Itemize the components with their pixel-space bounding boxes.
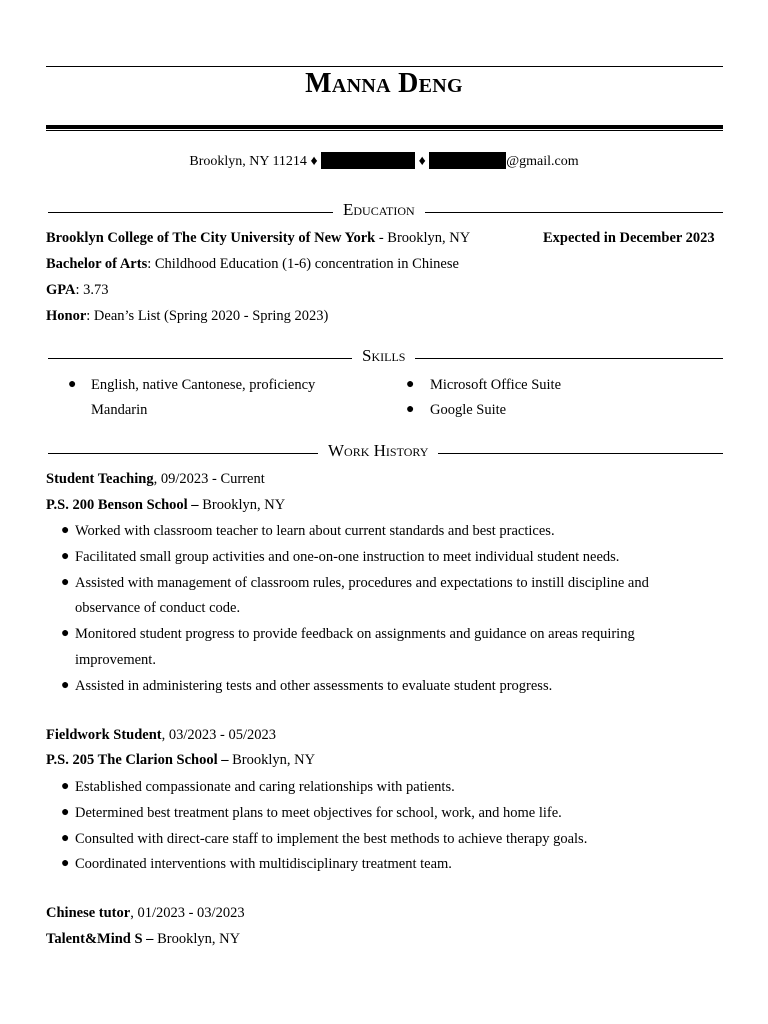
- education-school-line: [46, 230, 470, 247]
- job2-bullet-1: Established compassionate and caring relationships with patients.: [75, 779, 455, 795]
- job1-bullet-5: Assisted in administering tests and other assessments to evaluate student progress.: [75, 678, 553, 694]
- education-expected: Expected in December 2023: [543, 230, 715, 246]
- top-rule: [46, 66, 723, 67]
- job3-dates: , 01/2023 - 03/2023: [130, 905, 245, 921]
- skill-languages: English, native Cantonese, proficiency: [91, 377, 316, 393]
- job2-bullet-3: Consulted with direct-care staff to implement the best methods to achieve therapy goals.: [75, 831, 588, 847]
- bullet-icon: ●: [61, 549, 70, 564]
- gpa-label: GPA: [46, 282, 76, 298]
- bullet-icon: ●: [61, 779, 70, 794]
- section-title-skills: Skills: [352, 346, 415, 366]
- diamond-separator: ♦: [418, 154, 426, 169]
- education-honor: [46, 308, 328, 325]
- job2-employer-line: [46, 752, 315, 769]
- skill-office: Microsoft Office Suite: [430, 377, 562, 393]
- job2-bullet-4: Coordinated interventions with multidisciplinary treatment team.: [75, 856, 452, 872]
- job2-dates: , 03/2023 - 05/2023: [161, 727, 277, 743]
- job1-dates: , 09/2023 - Current: [153, 471, 265, 487]
- job1-location: Brooklyn, NY: [198, 497, 286, 513]
- email-suffix: @gmail.com: [506, 154, 579, 169]
- job1-role: Student Teaching: [46, 471, 154, 487]
- job1-bullet-3: Assisted with management of classroom rules, procedures and expectations to instill discipline and: [75, 575, 649, 591]
- education-degree: [46, 256, 459, 273]
- diamond-separator: ♦: [310, 154, 318, 169]
- job1-role-line: [46, 471, 265, 488]
- job3-location: Brooklyn, NY: [153, 931, 241, 947]
- job1-bullet-4-cont: improvement.: [75, 652, 156, 668]
- gpa-value: : 3.73: [75, 282, 109, 298]
- bullet-icon: ●: [61, 678, 70, 693]
- redacted-phone: [321, 152, 415, 169]
- job3-role: Chinese tutor: [46, 905, 131, 921]
- degree-value: : Childhood Education (1-6) concentration in Chinese: [147, 256, 459, 272]
- job1-employer: P.S. 200 Benson School –: [46, 497, 199, 513]
- contact-line: [0, 152, 768, 170]
- contact-city: Brooklyn, NY 11214: [189, 154, 307, 169]
- skill-google: Google Suite: [430, 402, 507, 418]
- degree-label: Bachelor of Arts: [46, 256, 148, 272]
- bullet-icon: ●: [61, 831, 70, 846]
- job3-role-line: [46, 905, 245, 922]
- bullet-icon: ●: [61, 523, 70, 538]
- job1-bullet-4: Monitored student progress to provide feedback on assignments and guidance on areas requiring: [75, 626, 635, 642]
- job2-location: Brooklyn, NY: [228, 752, 316, 768]
- skill-languages-cont: Mandarin: [91, 402, 148, 418]
- thick-rule: [46, 125, 723, 129]
- job1-bullet-2: Facilitated small group activities and one-on-one instruction to meet individual student needs.: [75, 549, 620, 565]
- job2-role: Fieldwork Student: [46, 727, 162, 743]
- bullet-icon: ●: [61, 626, 70, 641]
- job2-employer: P.S. 205 The Clarion School –: [46, 752, 229, 768]
- bullet-icon: ●: [61, 856, 70, 871]
- bullet-icon: ●: [61, 575, 70, 590]
- job3-employer-line: [46, 931, 240, 948]
- honor-value: : Dean’s List (Spring 2020 - Spring 2023): [86, 308, 329, 324]
- section-title-work: Work History: [318, 441, 438, 461]
- job1-bullet-3-cont: observance of conduct code.: [75, 600, 241, 616]
- job3-employer: Talent&Mind S –: [46, 931, 154, 947]
- bullet-icon: ●: [406, 402, 415, 417]
- school-location: - Brooklyn, NY: [375, 230, 471, 246]
- candidate-name: Manna Deng: [305, 68, 463, 99]
- bullet-icon: ●: [406, 377, 415, 392]
- job2-role-line: [46, 727, 276, 744]
- bullet-icon: ●: [61, 805, 70, 820]
- redacted-email: [429, 152, 506, 169]
- thin-rule: [46, 130, 723, 131]
- section-title-education: Education: [333, 200, 425, 220]
- bullet-icon: ●: [68, 377, 77, 392]
- education-gpa: [46, 282, 109, 299]
- job1-employer-line: [46, 497, 285, 514]
- job1-bullet-1: Worked with classroom teacher to learn about current standards and best practices.: [75, 523, 555, 539]
- school-name: Brooklyn College of The City University of New York: [46, 230, 376, 246]
- job2-bullet-2: Determined best treatment plans to meet objectives for school, work, and home life.: [75, 805, 562, 821]
- honor-label: Honor: [46, 308, 87, 324]
